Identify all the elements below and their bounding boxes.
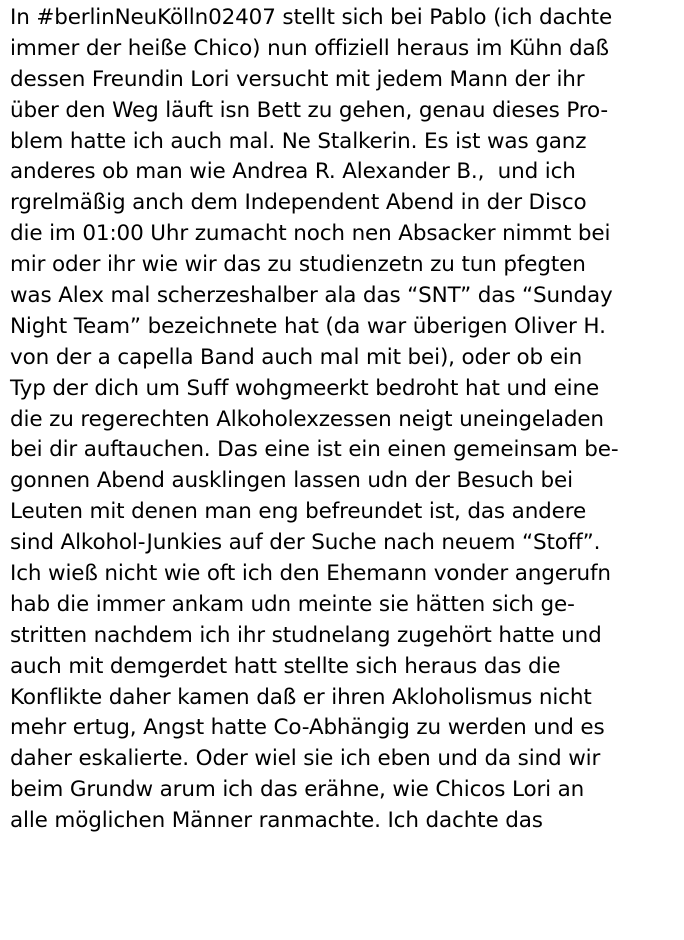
text-line: rgrelmäßig anch dem Independent Abend in der Disco — [10, 190, 587, 216]
text-line: bei dir auftauchen. Das eine ist ein einen gemeinsam be- — [10, 437, 619, 463]
text-line: stritten nachdem ich ihr studnelang zugehört hatte und — [10, 622, 602, 648]
text-line: die im 01:00 Uhr zumacht noch nen Absacker nimmt bei — [10, 221, 611, 247]
text-line: immer der heiße Chico) nun offiziell heraus im Kühn daß — [10, 35, 609, 61]
text-line: anderes ob man wie Andrea R. Alexander B., und ich — [10, 159, 576, 185]
text-line: blem hatte ich auch mal. Ne Stalkerin. Es ist was ganz — [10, 128, 587, 154]
text-line: sind Alkohol-Junkies auf der Suche nach neuem “Stoff”. — [10, 530, 601, 556]
text-line: mehr ertug, Angst hatte Co-Abhängig zu werden und es — [10, 715, 605, 741]
text-line: auch mit demgerdet hatt stellte sich heraus das die — [10, 653, 561, 679]
text-line: über den Weg läuft isn Bett zu gehen, genau dieses Pro- — [10, 97, 608, 123]
text-line: In #berlinNeuKölln02407 stellt sich bei Pablo (ich dachte — [10, 5, 613, 30]
text-line: hab die immer ankam udn meinte sie hätten sich ge- — [10, 591, 575, 617]
text-line: Typ der dich um Suff wohgmeerkt bedroht hat und eine — [10, 375, 600, 401]
body-text — [10, 3, 680, 837]
text-line: mir oder ihr wie wir das zu studienzetn zu tun pfegten — [10, 252, 586, 278]
text-line: von der a capella Band auch mal mit bei), oder ob ein — [10, 344, 583, 370]
text-line: die zu regerechten Alkoholexzessen neigt uneingeladen — [10, 406, 604, 432]
text-line: Night Team” bezeichnete hat (da war überigen Oliver H. — [10, 313, 606, 339]
text-line: Konflikte daher kamen daß er ihren Akloholismus nicht — [10, 684, 592, 710]
text-line: Leuten mit denen man eng befreundet ist, das andere — [10, 499, 587, 525]
text-line: beim Grundw arum ich das erähne, wie Chicos Lori an — [10, 777, 585, 803]
text-line: gonnen Abend ausklingen lassen udn der Besuch bei — [10, 468, 573, 494]
text-line: was Alex mal scherzeshalber ala das “SNT” das “Sunday — [10, 283, 613, 309]
text-line: dessen Freundin Lori versucht mit jedem Mann der ihr — [10, 66, 585, 92]
text-line: Ich wieß nicht wie oft ich den Ehemann vonder angerufn — [10, 561, 611, 587]
text-line: alle möglichen Männer ranmachte. Ich dachte das — [10, 808, 543, 834]
text-line: daher eskalierte. Oder wiel sie ich eben und da sind wir — [10, 746, 601, 772]
